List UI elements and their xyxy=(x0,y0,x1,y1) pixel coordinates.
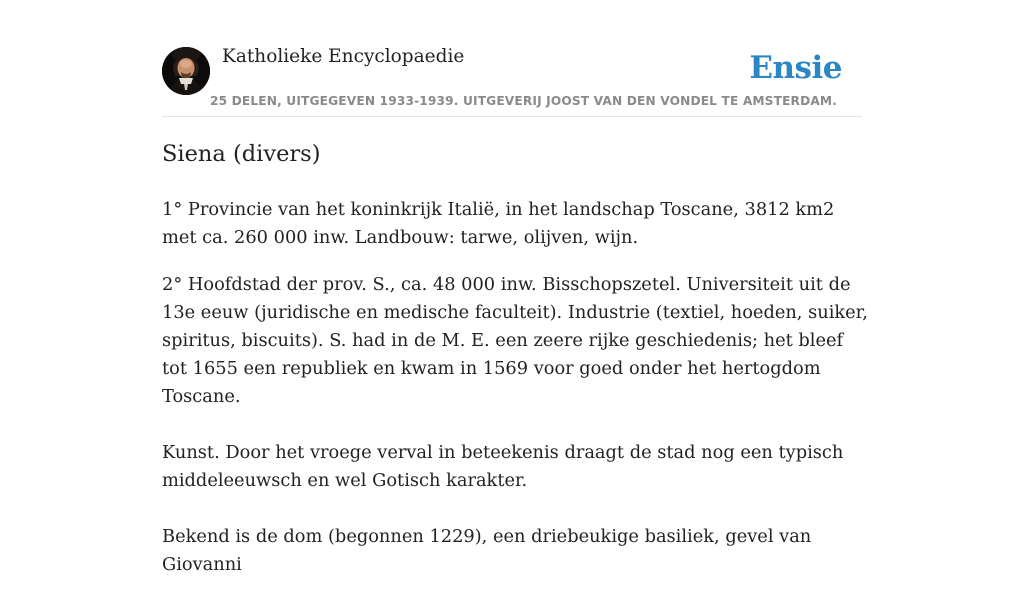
article xyxy=(162,134,870,598)
ensie-logo[interactable]: Ensie xyxy=(749,50,842,86)
article-paragraph: 1° Provincie van het koninkrijk Italië, in het landschap Toscane, 3812 km2 met ca. 260 000 inw. Landbouw: tarwe, olijven, wijn. xyxy=(162,199,835,248)
book-subtitle: 25 DELEN, UITGEGEVEN 1933-1939. UITGEVERIJ JOOST VAN DEN VONDEL TE AMSTERDAM. xyxy=(210,94,837,108)
article-title: Siena (divers) xyxy=(162,141,321,167)
page-header xyxy=(162,38,862,117)
article-paragraph: 2° Hoofdstad der prov. S., ca. 48 000 inw. Bisschopszetel. Universiteit uit de 13e eeuw (juridische en medische faculteit). Industrie (textiel, hoeden, suiker, spiritus, biscuits). S. had in de M. E. een zeere rijke geschiedenis; het bleef tot 1655 een republiek en kwam in 1569 voor goed onder het hertogdom Toscane. Kunst. Door het vroege verval in beteekenis draagt de stad nog een typisch middeleeuwsch en wel Gotisch karakter. Bekend is de dom (begonnen 1229), een driebeukige basiliek, gevel van Giovanni xyxy=(162,274,868,575)
portrait-image xyxy=(162,47,210,95)
author-avatar[interactable] xyxy=(162,47,210,95)
book-title[interactable]: Katholieke Encyclopaedie xyxy=(222,46,465,67)
page xyxy=(162,0,868,575)
